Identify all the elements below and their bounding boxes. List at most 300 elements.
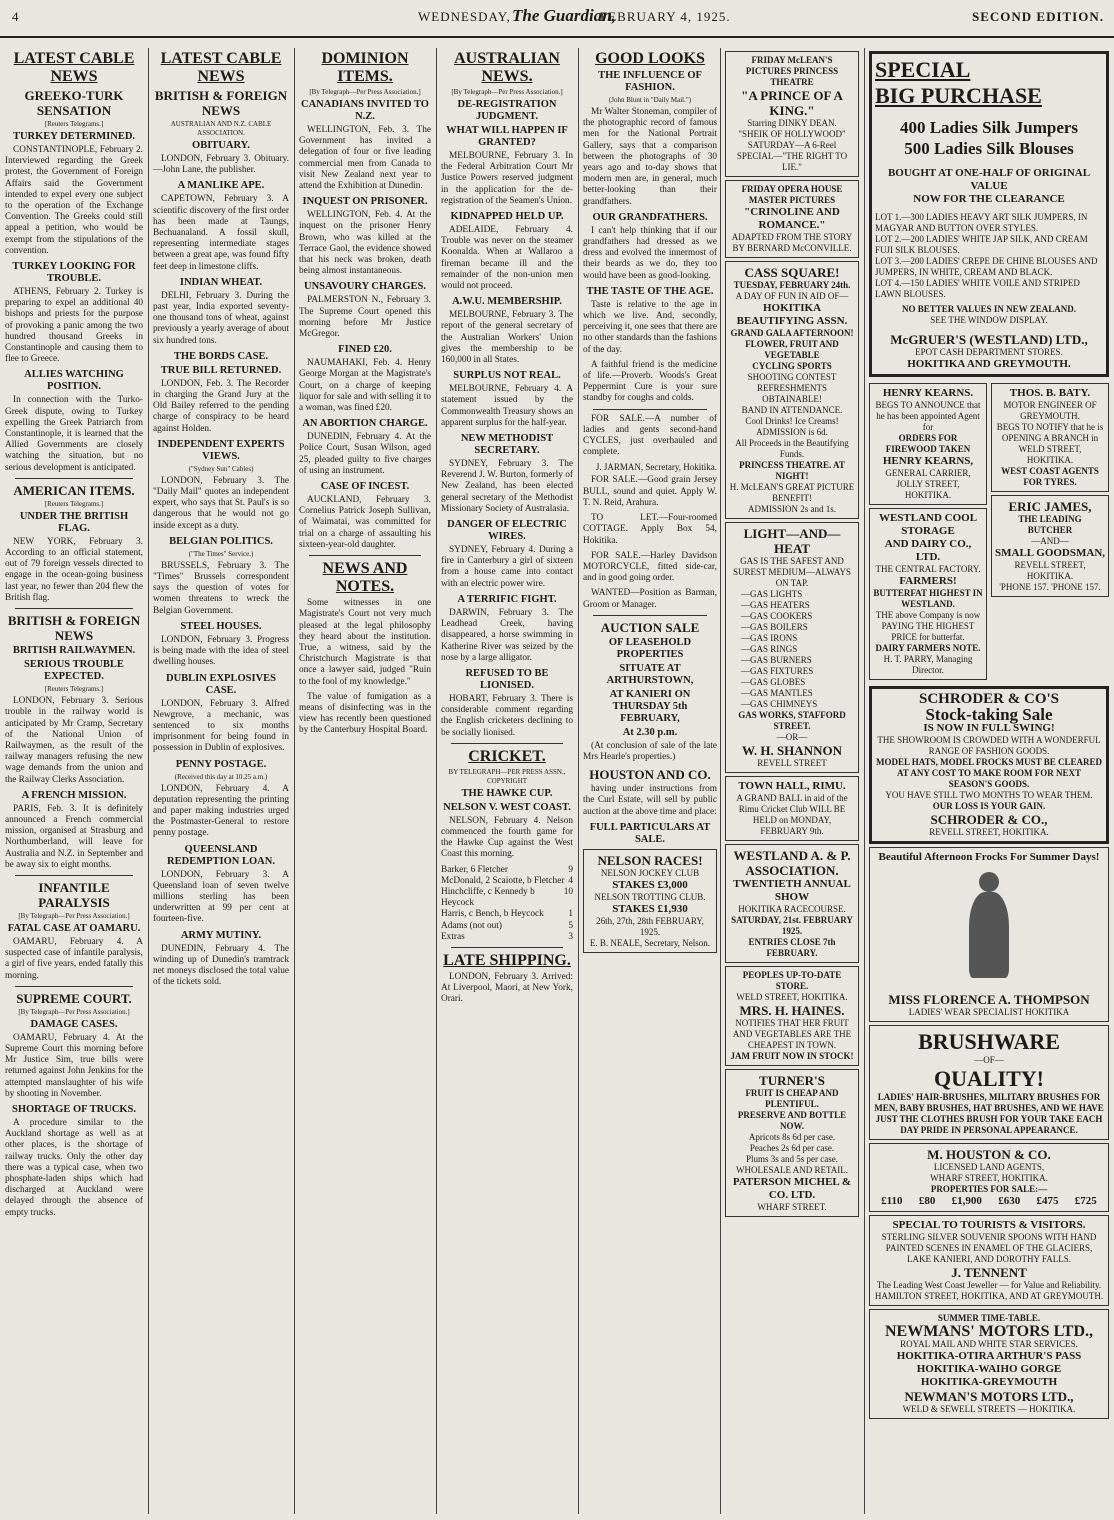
subheading: BELGIAN POLITICS. xyxy=(169,535,273,547)
batsman-score: 3 xyxy=(568,931,573,942)
article-text: (At conclusion of sale of the late Mrs Hearle's properties.) xyxy=(583,740,717,762)
batsman-name: Barker, 6 Fletcher xyxy=(441,864,509,875)
opera-house-ad xyxy=(725,180,859,258)
column-rule xyxy=(720,48,721,1514)
subheading: INDEPENDENT EXPERTS VIEWS. xyxy=(157,438,285,462)
ad-line: REVELL STREET xyxy=(757,758,827,768)
divider xyxy=(15,875,133,876)
price: £630 xyxy=(998,1195,1021,1207)
subheading: BRITISH RAILWAYMEN. xyxy=(12,645,136,657)
ad-line: 'PHONE 157. 'PHONE 157. xyxy=(999,582,1101,592)
price: £725 xyxy=(1074,1195,1097,1207)
price: £110 xyxy=(881,1195,903,1207)
headline: AUCTION SALE xyxy=(600,619,700,635)
right-ad-stack xyxy=(991,380,1109,683)
ad-line: WHARF STREET, HOKITIKA. xyxy=(930,1173,1048,1183)
subheading: THE BORDS CASE. xyxy=(173,350,269,362)
ad-line: HOKITIKA-WAIHO GORGE xyxy=(916,1363,1062,1375)
ad-line: —OF— xyxy=(974,1055,1004,1065)
article-text: HOBART, February 3. There is considerable comment regarding the English cricketers declining to be socially lionised. xyxy=(441,693,573,738)
ad-line: THE SHOWROOM IS CROWDED WITH A WONDERFUL RANGE OF FASHION GOODS. xyxy=(877,735,1101,756)
baty-ad xyxy=(991,383,1109,492)
headline: LATEST CABLE NEWS xyxy=(160,50,282,85)
divider xyxy=(15,608,133,609)
subheading: SITUATE AT ARTHURSTOWN, xyxy=(606,662,694,686)
article-text: MELBOURNE, February 3. In the Federal Arbitration Court Mr Justice Powers reserved judgment in the application for the de-registration of the Seamen's Union. xyxy=(441,151,573,206)
cass-square-ad xyxy=(725,261,859,519)
subheading: DE-REGISTRATION JUDGMENT. xyxy=(457,99,557,122)
credit-line: [By Telegraph—Per Press Association.] xyxy=(451,88,563,96)
ad-line: REFRESHMENTS OBTAINABLE! xyxy=(756,383,827,404)
ad-line: Cool Drinks! Ice Creams! xyxy=(745,416,839,426)
divider xyxy=(451,947,563,948)
ad-line: PROPERTIES FOR SALE:— xyxy=(930,1184,1048,1194)
ad-line: WHOLESALE AND RETAIL. xyxy=(735,1165,848,1175)
ad-line: Apricots 8s 6d per case. xyxy=(748,1132,836,1142)
ad-line: GAS IS THE SAFEST AND SUREST MEDIUM—ALWAYS ON TAP. xyxy=(732,556,852,588)
ad-line: LADIES' WEAR SPECIALIST HOKITIKA xyxy=(908,1007,1070,1017)
brushware-ad xyxy=(869,1025,1109,1140)
ad-line: IS NOW IN FULL SWING! xyxy=(923,722,1055,734)
article-text: ATHENS, February 2. Turkey is preparing to expel an additional 40 bishops and priests for the purpose of provoking a panic among the two hundred thousand Greeks in Constantinople and causing them to flee to Greece. xyxy=(5,287,143,365)
batsman-name: McDonald, 2 Scaiotte, b Fletcher xyxy=(441,875,565,886)
ad-line: SATURDAY—A 6-Reel SPECIAL—"THE RIGHT TO LIE." xyxy=(736,140,848,172)
ad-line: ADAPTED FROM THE STORY BY BERNARD McCONVILLE. xyxy=(731,232,853,253)
price-list xyxy=(873,1195,1105,1208)
headline: GOOD LOOKS xyxy=(595,50,705,67)
ad-line: Peaches 2s 6d per case. xyxy=(749,1143,835,1153)
ad-line: YOU HAVE STILL TWO MONTHS TO WEAR THEM. xyxy=(885,790,1093,800)
ad-line: 26th, 27th, 28th FEBRUARY, 1925. xyxy=(596,915,704,937)
ad-line: GRAND GALA AFTERNOON! xyxy=(730,328,854,338)
classified-ad: FOR SALE.—A number of ladies and gents second-hand CYCLES, just overhauled and complete. xyxy=(583,413,717,458)
article-text: LONDON, February 3. The "Daily Mail" quotes an independent expert, who says that St. Paul's is so dangerous that he would not go inside except as a duty. xyxy=(153,475,289,531)
article-text: LONDON, February 3. Obituary.—John Lane, the publisher. xyxy=(153,154,289,176)
article-text: DUNEDIN, February 4. The winding up of Dunedin's tramtrack net moneys disclosed the total value of the tickets sold. xyxy=(153,943,289,988)
gas-works-ad xyxy=(725,522,859,773)
price: £475 xyxy=(1036,1195,1059,1207)
ad-title: ERIC JAMES, xyxy=(1008,499,1092,514)
ad-line: HOKITIKA. xyxy=(1026,571,1074,581)
headline: AMERICAN ITEMS. xyxy=(13,482,135,498)
credit-line: (John Blunt in "Daily Mail.") xyxy=(608,96,692,104)
subheading: QUEENSLAND REDEMPTION LOAN. xyxy=(167,843,275,867)
article-text: SYDNEY, February 3. The Reverend J. W. Burton, formerly of New Zealand, has been elected general secretary of the Methodist Missionary Society of Australasia. xyxy=(441,459,573,514)
ad-line: BEGS TO ANNOUNCE that he has been appointed Agent for xyxy=(875,400,981,432)
article-text: LONDON, Feb. 3. The Recorder in charging the Grand Jury at the Old Bailey referred to the pending charge of conspiracy to be heard against Holden. xyxy=(153,378,289,434)
article-text: DUNEDIN, February 4. At the Police Court, Susan Wilson, aged 25, pleaded guilty to five charges of using an instrument. xyxy=(299,432,431,476)
article-text: LONDON, February 3. A Queensland loan of seven twelve millions sterling has been underwritten at 99 per cent at fourteen-five. xyxy=(153,869,289,925)
subheading: TURKEY DETERMINED. xyxy=(12,131,136,142)
ad-line: E. B. NEALE, Secretary, Nelson. xyxy=(589,937,711,948)
batsman-name: Hinchcliffe, c Kennedy b Heycock xyxy=(441,886,535,909)
newmans-motors-ad xyxy=(869,1309,1109,1419)
ad-line: ROYAL MAIL AND WHITE STAR SERVICES. xyxy=(900,1339,1078,1349)
article-text: A faithful friend is the medicine of life.—Proverb. Woods's Great Peppermint Cure is your sure standby for coughs and colds. xyxy=(583,359,717,404)
column-rule xyxy=(578,48,579,1514)
ad-line: EPOT CASH DEPARTMENT STORES. xyxy=(915,347,1063,357)
subheading: AN ABORTION CHARGE. xyxy=(302,418,428,430)
list-item: —GAS FIXTURES xyxy=(741,666,814,676)
subheading: SHORTAGE OF TRUCKS. xyxy=(11,1103,136,1115)
credit-line: [By Telegraph—Per Press Association.] xyxy=(309,88,421,96)
classified-ad: FOR SALE.—Good grain Jersey BULL, sound and quiet. Apply W. T. N. Reid, Arahura. xyxy=(583,475,717,508)
ad-line: BOUGHT AT ONE-HALF OF ORIGINAL VALUE xyxy=(887,167,1091,192)
article-text: AUCKLAND, February 3. Cornelius Patrick Joseph Sullivan, of Waimatai, was committed for trial on a charge of assaulting his sixteen-year-old daughter. xyxy=(299,495,431,550)
batsman-score: 10 xyxy=(563,886,573,897)
subheading: SERIOUS TROUBLE EXPECTED. xyxy=(24,659,124,683)
ad-title: Beautiful Afternoon Frocks For Summer Days! xyxy=(878,851,1100,863)
ad-title: SPECIAL xyxy=(875,57,971,82)
subheading: CANADIANS INVITED TO N.Z. xyxy=(301,99,429,122)
article-text: NAUMAHAKI, Feb. 4. Henry George Morgan at the Magistrate's Court, on a charge of keeping liquor for sale and with selling it to a woman, was fined £20. xyxy=(299,358,431,414)
list-item: —GAS MANTLES xyxy=(741,688,813,698)
ad-line: OUR LOSS IS YOUR GAIN. xyxy=(932,801,1046,811)
ad-line: ENTRIES CLOSE 7th FEBRUARY. xyxy=(748,937,836,958)
ad-title: HENRY KEARNS. xyxy=(882,387,974,399)
article-text: A procedure similar to the Auckland shortage as well as at other places, is the shortage of railway trucks. Only the other day there was a typical case, when two phosphate-laden ships which had discharged at Auckland were delayed through the absence of empty trucks. xyxy=(5,1117,143,1218)
ad-line: A DAY OF FUN IN AID OF— xyxy=(735,291,849,301)
classified-ad: TO LET.—Four-roomed COTTAGE. Apply Box 54, Hokitika. xyxy=(583,513,717,546)
ad-line: LADIES' HAIR-BRUSHES, MILITARY BRUSHES FOR MEN, BABY BRUSHES, HAT BRUSHES, AND WE HAVE JUST THE CLOTHES BRUSH FOR YOUR TAKE EACH DAY PRIDE IN PERSONAL APPEARANCE. xyxy=(874,1092,1104,1135)
ad-line: 500 Ladies Silk Blouses xyxy=(904,139,1074,158)
score-row xyxy=(441,921,573,932)
score-table xyxy=(441,865,573,943)
score-row xyxy=(441,932,573,943)
article-text: ADELAIDE, February 4. Trouble was never on the steamer Koonalda. When at Wallaroo a fireman became ill and the remainder of the non-union men would not proceed. xyxy=(441,225,573,292)
ad-title: SPECIAL TO TOURISTS & VISITORS. xyxy=(892,1219,1086,1231)
ad-line: Starring DINKY DEAN. xyxy=(747,118,837,128)
batsman-name: Extras xyxy=(441,931,465,942)
ad-row xyxy=(869,380,1109,683)
subheading: KIDNAPPED HELD UP. xyxy=(450,211,564,223)
subheading: FINED £20. xyxy=(338,344,392,356)
headline: NEWS AND NOTES. xyxy=(322,560,408,596)
credit-line: ("The Times" Service.) xyxy=(188,549,254,558)
article-text: PARIS, Feb. 3. It is definitely announced a French commercial mission, organised at Strasburg and Northumberland, will leave for Australia and N.Z. in September and be away six to eight months. xyxy=(5,803,143,870)
article-text: Some witnesses in one Magistrate's Court not very much pleased at the legal philosophy they heard about the institution. True, a witness, said by the Christchurch Magistrate is that once a lawyer said, judged "Ruin to the fool of my knowledge." xyxy=(299,598,431,687)
list-item: —GAS COOKERS xyxy=(741,611,813,621)
article-text: MELBOURNE, February 4. A statement issued by the Commonwealth Treasury shows an apparent surplus for the half-year. xyxy=(441,384,573,428)
ad-line: SATURDAY, 21st. FEBRUARY 1925. xyxy=(731,915,853,936)
article-text: WELLINGTON, Feb. 3. The Government has invited a delegation of four or five leading commercial men from Canada to visit New Zealand next year to attend the Exhibition at Dunedin. xyxy=(299,125,431,192)
credit-line: (Received this day at 10.25 a.m.) xyxy=(174,772,268,781)
article-text: OAMARU, February 4. A suspected case of infantile paralysis, a girl of five years, ended fatally this morning. xyxy=(5,936,143,981)
article-text: DELHI, February 3. During the past year, India exported seventy-one thousand tons of wheat, against previously a yearly average of about six hundred tons. xyxy=(153,290,289,346)
ad-line: PEOPLES UP-TO-DATE STORE. xyxy=(742,970,842,991)
ad-title: SCHRODER & CO., xyxy=(930,812,1048,827)
ad-title: CASS SQUARE! xyxy=(744,265,840,280)
headline: SUPREME COURT. xyxy=(16,990,132,1006)
column-display-ads xyxy=(866,48,1112,1514)
subheading: ALLIES WATCHING POSITION. xyxy=(24,369,124,393)
kearns-ad xyxy=(869,383,987,505)
ad-title: Stock-taking Sale xyxy=(925,705,1053,724)
subheading: AT KANIERI ON THURSDAY 5th FEBRUARY, xyxy=(609,688,691,724)
article-text: I can't help thinking that if our grandfathers had dressed as we dress and evolved the innermost of their beards as we do, they too would have been as good-looking. xyxy=(583,225,717,281)
mcgruers-special-ad xyxy=(869,51,1109,377)
ad-line: LOT 4.—150 LADIES' WHITE VOILE AND STRIPED LAWN BLOUSES. xyxy=(875,278,1080,299)
ad-line: H. T. PARRY, Managing Director. xyxy=(883,654,973,675)
gas-items-list xyxy=(729,589,855,710)
headline: INFANTILE PARALYSIS xyxy=(38,879,110,910)
list-item: —GAS LIGHTS xyxy=(741,589,803,599)
ad-line: 400 Ladies Silk Jumpers xyxy=(899,118,1079,137)
subheading: At 2.30 p.m. xyxy=(622,726,678,738)
subheading: A MANLIKE APE. xyxy=(177,180,265,192)
ad-line: SMALL GOODSMAN, xyxy=(995,547,1106,559)
article-text: NEW YORK, February 3. According to an official statement, out of 79 foreign vessels directed to engage in the ocean-going business last year, no fewer than 204 flew the British flag. xyxy=(5,536,143,603)
ad-line: FARMERS! xyxy=(899,575,957,587)
ad-line: "SHEIK OF HOLLYWOOD" xyxy=(738,129,846,139)
subheading: PENNY POSTAGE. xyxy=(175,758,267,770)
ad-line: PRINCESS THEATRE. AT NIGHT! xyxy=(739,460,845,481)
ad-line: PRESERVE AND BOTTLE NOW. xyxy=(737,1110,847,1131)
ad-line: SUMMER TIME-TABLE. xyxy=(937,1313,1041,1323)
ad-title: M. HOUSTON & CO. xyxy=(927,1147,1051,1162)
divider xyxy=(593,409,707,410)
column-cable-news xyxy=(2,48,146,1514)
ad-line: HOKITIKA RACECOURSE. xyxy=(738,904,846,914)
subheading: A.W.U. MEMBERSHIP. xyxy=(452,296,562,308)
subheading: WHAT WILL HAPPEN IF GRANTED? xyxy=(446,125,568,148)
subheading: CASE OF INCEST. xyxy=(320,481,410,493)
ad-title: TURNER'S xyxy=(759,1073,825,1088)
article-text: In connection with the Turko-Greek dispute, owing to Turkey expelling the Greek Patriarch from Constantinople, it is learned that the Allied Governments are closely watching the situation, but no serious development is anticipated. xyxy=(5,395,143,473)
subheading: REFUSED TO BE LIONISED. xyxy=(465,667,549,691)
classified-ad-signature: J. JARMAN, Secretary, Hokitika. xyxy=(595,462,717,473)
score-row xyxy=(441,876,573,887)
divider xyxy=(593,615,707,616)
article-text: LONDON, February 4. A deputation representing the printing and paper making industries urged the Postmaster-General to restore penny postage. xyxy=(153,783,289,839)
credit-line: [By Telegraph—Per Press Association.] xyxy=(18,911,130,920)
column-rule xyxy=(864,48,865,1514)
list-item: —GAS BURNERS xyxy=(741,655,812,665)
ad-line: HENRY KEARNS, xyxy=(882,455,974,467)
divider xyxy=(15,986,133,987)
credit-line: [Reuters Telegrams.] xyxy=(44,120,104,128)
ad-line: NO BETTER VALUES IN NEW ZEALAND. xyxy=(901,304,1077,314)
article-text: OAMARU, February 4. At the Supreme Court this morning before Mr Justice Sim, true bills were returned against John Jenkins for the attempted manslaughter of his wife by shooting in November. xyxy=(5,1032,143,1099)
classified-ad: WANTED—Position as Barman, Groom or Manager. xyxy=(583,588,717,610)
town-hall-ad xyxy=(725,776,859,841)
ad-line: BAND IN ATTENDANCE. xyxy=(741,405,843,415)
article-text: The value of fumigation as a means of disinfecting was in the view has recently been questioned by the Canterbury Hospital Board. xyxy=(299,691,431,736)
subheading: TURKEY LOOKING FOR TROUBLE. xyxy=(12,261,136,285)
batsman-score: 4 xyxy=(568,875,573,886)
subheading: A FRENCH MISSION. xyxy=(21,789,127,801)
column-australian-news xyxy=(438,48,576,1514)
ad-line: LICENSED LAND AGENTS, xyxy=(933,1162,1045,1172)
ad-title: NEWMAN'S MOTORS LTD., xyxy=(904,1389,1074,1404)
ad-title: LIGHT—AND—HEAT xyxy=(743,526,841,556)
ad-line: MOTOR ENGINEER OF GREYMOUTH. xyxy=(1003,400,1097,421)
ad-line: HOKITIKA-OTIRA ARTHUR'S PASS xyxy=(896,1350,1082,1362)
subheading: THE INFLUENCE OF FASHION. xyxy=(598,70,702,93)
subheading: DANGER OF ELECTRIC WIRES. xyxy=(447,519,567,543)
article-text: CONSTANTINOPLE, February 2. Interviewed regarding the Greek protest, the Government of Foreign Affairs said the Government intended to expel every one subject to the operation of the Exchange Convention. The Greeks could still appeal a petition, who would be exempt from the stipulations of the convention. xyxy=(5,145,143,256)
list-item: —GAS HEATERS xyxy=(741,600,810,610)
ad-line: All Proceeds in the Beautifying Funds. xyxy=(735,438,849,459)
column-rule xyxy=(436,48,437,1514)
list-item: —GAS BOILERS xyxy=(741,622,808,632)
ad-line: GENERAL CARRIER, JOLLY STREET, HOKITIKA. xyxy=(885,468,971,500)
divider xyxy=(451,743,563,744)
batsman-score: 5 xyxy=(568,920,573,931)
classified-ad: FOR SALE.—Harley Davidson MOTORCYCLE, fitted side-car, and in good going order. xyxy=(583,550,717,584)
ad-line: MODEL HATS, MODEL FROCKS MUST BE CLEARED AT ANY COST TO MAKE ROOM FOR NEXT SEASON'S GOODS. xyxy=(876,757,1102,789)
ad-line: LOT 2.—200 LADIES' WHITE JAP SILK, AND CREAM FUJI SILK BLOUSES. xyxy=(875,234,1088,255)
subheading: INDIAN WHEAT. xyxy=(179,276,263,288)
subheading: OF LEASEHOLD PROPERTIES xyxy=(608,636,692,660)
column-dominion-items xyxy=(296,48,434,1514)
subheading: DUBLIN EXPLOSIVES CASE. xyxy=(166,672,276,696)
left-ad-stack xyxy=(869,380,987,683)
credit-line: AUSTRALIAN AND N.Z. CABLE ASSOCIATION. xyxy=(170,120,272,137)
batsman-score: 9 xyxy=(568,864,573,875)
list-item: —GAS GLOBES xyxy=(741,677,806,687)
subheading: ARMY MUTINY. xyxy=(180,929,262,941)
ad-title: "A PRINCE OF A KING." xyxy=(741,88,843,118)
ad-line: LOT 3.—200 LADIES' CREPE DE CHINE BLOUSES AND JUMPERS, IN WHITE, CREAM AND BLACK. xyxy=(875,256,1098,277)
ad-line: NOTIFIES THAT HER FRUIT AND VEGETABLES ARE THE CHEAPEST IN TOWN. xyxy=(732,1018,852,1050)
subheading: FATAL CASE AT OAMARU. xyxy=(7,922,141,934)
ad-line: BEGS TO NOTIFY that he is OPENING A BRANCH in WELD STREET, HOKITIKA. xyxy=(996,422,1104,465)
ad-line: NELSON JOCKEY CLUB xyxy=(600,867,700,878)
ad-line: A GRAND BALL in aid of the Rimu Cricket Club WILL BE HELD on MONDAY, FEBRUARY 9th. xyxy=(736,793,848,836)
ad-line: NELSON TROTTING CLUB. xyxy=(594,891,706,902)
score-row xyxy=(441,865,573,876)
ad-line: GAS WORKS, STAFFORD STREET. xyxy=(738,710,846,731)
divider xyxy=(309,555,421,556)
ad-line: FRIDAY McLEAN'S PICTURES PRINCESS THEATRE xyxy=(745,55,839,87)
turners-fruit-ad xyxy=(725,1069,859,1217)
schroder-sale-ad xyxy=(869,686,1109,844)
subheading: NELSON V. WEST COAST. xyxy=(443,801,571,813)
masthead-date: FEBRUARY 4, 1925. xyxy=(600,9,731,24)
eric-james-ad xyxy=(991,495,1109,597)
masthead-edition: SECOND EDITION. xyxy=(971,9,1104,24)
ad-line: SEE THE WINDOW DISPLAY. xyxy=(930,315,1048,325)
headline: BRITISH & FOREIGN NEWS xyxy=(7,613,141,644)
ad-line: REVELL STREET, xyxy=(1014,560,1086,570)
ad-title: MRS. H. HAINES. xyxy=(739,1003,845,1018)
ad-line: THE CENTRAL FACTORY. xyxy=(875,564,981,574)
column-british-foreign xyxy=(150,48,292,1514)
article-text: LONDON, February 3. Arrived: At Liverpool, Maori, at New York, Orari. xyxy=(441,971,573,1005)
subheading: STEEL HOUSES. xyxy=(180,620,262,632)
ad-title: J. TENNENT xyxy=(951,1265,1027,1280)
ad-line: WELD STREET, HOKITIKA. xyxy=(736,992,848,1002)
ad-line: STAKES £3,000 xyxy=(612,878,688,891)
headline: LATEST CABLE NEWS xyxy=(13,50,135,85)
batsman-name: Harris, c Bench, b Heycock xyxy=(441,909,544,920)
ad-line: The Leading West Coast Jeweller — for Value and Reliability. xyxy=(876,1280,1102,1290)
ad-line: SHOOTING CONTEST xyxy=(747,372,837,382)
credit-line: BY TELEGRAPH—PER PRESS ASSN., COPYRIGHT xyxy=(448,767,566,785)
article-text: MELBOURNE, February 3. The report of the general secretary of the Australian Workers' Union gives the membership to be 160,000 in all States. xyxy=(441,310,573,366)
houston-land-agents-ad xyxy=(869,1143,1109,1212)
headline: HOUSTON AND CO. xyxy=(589,767,711,783)
princess-theatre-ad xyxy=(725,51,859,177)
tourists-ad xyxy=(869,1215,1109,1306)
list-item: —GAS IRONS xyxy=(741,633,798,643)
score-row xyxy=(441,887,573,909)
ad-line: THE above Company is now PAYING THE HIGHEST PRICE for butterfat. xyxy=(875,610,981,642)
masthead-title: The Guardian, xyxy=(512,6,616,25)
ad-line: BUTTERFAT HIGHEST IN WESTLAND. xyxy=(873,588,983,609)
subheading: UNDER THE BRITISH FLAG. xyxy=(19,510,129,534)
subheading: NEW METHODIST SECRETARY. xyxy=(460,433,554,457)
ad-title: WESTLAND A. & P. ASSOCIATION. xyxy=(733,848,851,878)
article-text: BRUSSELS, February 3. The "Times" Brussels correspondent says the question of votes for women threatens to wreck the Belgian Government. xyxy=(153,560,289,616)
ad-line: H. McLEAN'S GREAT PICTURE BENEFIT! xyxy=(729,482,855,503)
ad-title: TOWN HALL, RIMU. xyxy=(738,780,846,792)
ad-title: NEWMANS' MOTORS LTD., xyxy=(884,1323,1094,1340)
ad-line: ADMISSION 2s and 1s. xyxy=(747,504,836,514)
headline: GREEKO-TURK SENSATION xyxy=(24,88,124,118)
subheading: SURPLUS NOT REAL. xyxy=(453,370,561,382)
ad-title: BIG PURCHASE xyxy=(875,83,1042,108)
nelson-races-ad xyxy=(583,849,717,953)
subheading: DAMAGE CASES. xyxy=(30,1018,118,1030)
figure-head xyxy=(979,872,999,892)
article-text: PALMERSTON N., February 3. The Supreme Court opened this morning before Mr Justice McGregor. xyxy=(299,295,431,340)
ad-line: STAKES £1,930 xyxy=(612,902,688,915)
ad-title: WESTLAND COOL STORAGE xyxy=(878,512,978,537)
column-good-looks xyxy=(580,48,720,1514)
subheading: INQUEST ON PRISONER. xyxy=(302,196,428,208)
ad-line: —AND— xyxy=(1031,536,1069,546)
article-text: CAPETOWN, February 3. A scientific discovery of the first order has been made at Taungs, Bechuanaland. A fossil skull, representing intermediate stages between a great ape, was found fifty feet deep in limestone cliffs. xyxy=(153,194,289,272)
price: £1,900 xyxy=(951,1195,982,1207)
ad-heading-block xyxy=(875,57,1103,109)
ad-line: HOKITIKA-GREYMOUTH xyxy=(920,1376,1058,1388)
figure-dress xyxy=(969,892,1009,978)
ad-line: CYCLING SPORTS xyxy=(752,361,832,371)
ad-title: QUALITY! xyxy=(933,1066,1044,1091)
thompson-frocks-ad xyxy=(869,847,1109,1022)
dress-figure-illustration xyxy=(959,868,1019,988)
ad-line: FLOWER, FRUIT AND VEGETABLE xyxy=(745,339,839,360)
subheading: TRUE BILL RETURNED. xyxy=(160,364,282,376)
ad-line: REVELL STREET, HOKITIKA. xyxy=(929,827,1049,837)
ad-line: HOKITIKA BEAUTIFYING ASSN. xyxy=(736,302,848,327)
article-text: having under instructions from the Curl Estate, will sell by public auction at the above time and place: xyxy=(583,784,717,817)
credit-line: [By Telegraph—Per Press Association.] xyxy=(18,1007,130,1016)
page-number: 4 xyxy=(12,9,20,24)
ad-line: WELD & SEWELL STREETS — HOKITIKA. xyxy=(902,1404,1076,1414)
subheading: THE TASTE OF THE AGE. xyxy=(586,285,714,297)
ad-line: ORDERS FOR FIREWOOD TAKEN xyxy=(885,433,971,454)
ad-line: STERLING SILVER SOUVENIR SPOONS WITH HAND PAINTED SCENES IN ENAMEL OF THE GLACIERS, LAKE KANIERI, AND DOROTHY FALLS. xyxy=(881,1232,1097,1264)
subheading: THE HAWKE CUP. xyxy=(461,787,553,799)
headline: BRITISH & FOREIGN NEWS xyxy=(154,88,288,118)
ad-line: LOT 1.—300 LADIES HEAVY ART SILK JUMPERS, IN MAGYAR AND BUTTON OVER STYLES. xyxy=(875,212,1088,233)
ad-title: "CRINOLINE AND ROMANCE." xyxy=(744,206,840,231)
list-item: —GAS RINGS xyxy=(741,644,798,654)
masthead-day: WEDNESDAY, xyxy=(418,9,511,24)
ad-line: NOW FOR THE CLEARANCE xyxy=(913,193,1065,205)
haines-fruit-ad xyxy=(725,966,859,1066)
ad-line: JAM FRUIT NOW IN STOCK! xyxy=(730,1051,854,1061)
ad-line: TWENTIETH ANNUAL SHOW xyxy=(733,878,851,903)
column-rule xyxy=(294,48,295,1514)
article-text: NELSON, February 4. Nelson commenced the fourth game for the Hawke Cup against the West Coast this morning. xyxy=(441,815,573,860)
dairy-co-ad xyxy=(869,508,987,680)
credit-line: ("Sydney Sun" Cables) xyxy=(188,464,254,473)
ad-line: —OR— xyxy=(776,732,808,742)
